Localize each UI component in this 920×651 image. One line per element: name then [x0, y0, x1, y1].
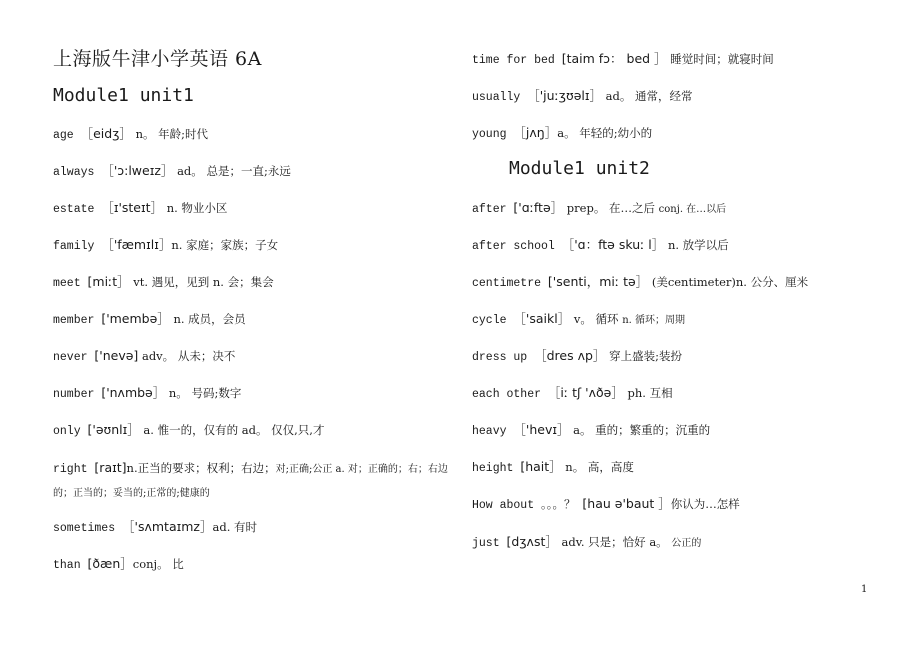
entry-phonetic: ['nʌmbə］ — [101, 385, 166, 400]
entry-word: family — [53, 240, 102, 253]
entry-word: young — [472, 128, 514, 141]
entry-phonetic: ［'sʌmtaɪmz］ — [122, 519, 213, 534]
entry-meaning: adv。 从未；决不 — [138, 349, 236, 363]
entry-meaning: v。 循环 — [570, 312, 623, 326]
entry-phonetic: ［'fæmɪlɪ］ — [101, 237, 172, 252]
entry-meaning: ad。 总是；一直;永远 — [173, 164, 291, 178]
entry-phonetic: [hait］ — [520, 459, 562, 474]
entry-phonetic: ［'hevɪ］ — [513, 422, 570, 437]
entry-phonetic: ［'juːʒʊəlɪ］ — [527, 88, 603, 103]
vocab-entry — [472, 309, 685, 331]
vocab-entry — [472, 49, 774, 71]
entry-word: after school — [472, 240, 562, 253]
vocab-entry — [472, 235, 729, 257]
vocab-entry — [53, 517, 257, 539]
entry-word: cycle — [472, 314, 514, 327]
vocab-entry — [472, 532, 701, 554]
vocab-entry — [472, 457, 634, 479]
module-heading-unit1: Module1 unit1 — [53, 85, 194, 106]
entry-word: just — [472, 537, 507, 550]
vocab-entry — [472, 86, 693, 108]
page-number: 1 — [861, 584, 868, 595]
vocab-entry — [472, 494, 740, 516]
entry-phonetic: ['əʊnlɪ］ — [87, 422, 140, 437]
entry-phonetic: ［jʌŋ］ — [513, 125, 558, 140]
vocab-entry — [53, 420, 324, 442]
entry-phonetic: [miːt］ — [87, 274, 130, 289]
entry-meaning: a. 惟一的，仅有的 ad。 仅仅,只,才 — [139, 423, 325, 437]
module-heading-unit2: Module1 unit2 — [509, 158, 650, 179]
entry-word: height — [472, 462, 521, 475]
entry-meaning: 穿上盛装;装扮 — [605, 349, 682, 363]
entry-meaning: n. 物业小区 — [163, 201, 228, 215]
entry-phonetic: ['ɑːftə］ — [513, 200, 564, 215]
entry-word: each other — [472, 388, 548, 401]
entry-meaning: ad. 有时 — [212, 520, 258, 534]
entry-phonetic: [ðæn］ — [87, 556, 133, 571]
vocab-entry — [472, 198, 726, 220]
entry-word: right — [53, 463, 95, 476]
vocab-entry — [472, 123, 652, 145]
entry-meaning: n. 家庭；家族；子女 — [171, 238, 279, 252]
vocab-entry — [472, 420, 710, 442]
entry-phonetic: ［'ɑ：ftə skuː l］ — [561, 237, 665, 252]
entry-meaning-detail: 对;正确;公正 a. 对；正确的；右；右边的；正当的；妥当的;正常的;健康的 — [53, 464, 448, 499]
vocab-entry — [53, 161, 291, 183]
vocab-entry — [53, 309, 246, 331]
entry-meaning-detail: conj. 在…以后 — [658, 204, 727, 215]
entry-meaning: 你认为…怎样 — [670, 497, 740, 511]
entry-meaning: n。 年龄;时代 — [131, 127, 209, 141]
entry-meaning: a。 重的；繁重的；沉重的 — [569, 423, 711, 437]
entry-meaning: vt. 遇见，见到 n. 会；集会 — [129, 275, 274, 289]
vocab-entry — [53, 554, 184, 576]
entry-phonetic: ['membə］ — [101, 311, 170, 326]
entry-meaning: n.正当的要求；权利；右边； — [126, 461, 276, 475]
vocab-entry — [53, 346, 235, 368]
entry-meaning: n。 高，高度 — [561, 460, 634, 474]
entry-word: dress up — [472, 351, 535, 364]
entry-word: than — [53, 559, 88, 572]
entry-word: time for bed — [472, 54, 562, 67]
vocab-entry — [53, 124, 208, 146]
entry-phonetic: ［ɪ'steɪt］ — [101, 200, 164, 215]
entry-phonetic: ［'ɔ:lweɪz］ — [101, 163, 174, 178]
entry-word: meet — [53, 277, 88, 290]
entry-word: age — [53, 129, 81, 142]
entry-meaning: 睡觉时间；就寝时间 — [666, 52, 774, 66]
vocab-entry — [53, 383, 241, 405]
entry-word: number — [53, 388, 102, 401]
entry-phonetic: ［dres ʌp］ — [534, 348, 606, 363]
entry-phonetic: [hau ə'baut ］ — [582, 496, 671, 511]
entry-meaning: (美centimeter)n. 公分、厘米 — [648, 275, 809, 289]
entry-phonetic: ［eidʒ］ — [80, 126, 132, 141]
vocab-entry — [53, 272, 274, 294]
entry-phonetic: [raɪt] — [94, 460, 127, 475]
entry-word: usually — [472, 91, 528, 104]
vocab-entry — [472, 346, 682, 368]
entry-word: after — [472, 203, 514, 216]
entry-meaning: n. 放学以后 — [664, 238, 729, 252]
vocab-entry — [472, 272, 808, 294]
document-title: 上海版牛津小学英语 6A — [53, 48, 262, 70]
entry-phonetic: ['senti，miː tə］ — [547, 274, 649, 289]
entry-meaning: adv. 只是；恰好 a。 — [557, 535, 672, 549]
entry-word: estate — [53, 203, 102, 216]
entry-word: sometimes — [53, 522, 123, 535]
entry-meaning: ph. 互相 — [623, 386, 673, 400]
entry-meaning: conj。 比 — [132, 557, 184, 571]
entry-word: always — [53, 166, 102, 179]
vocab-entry — [472, 383, 673, 405]
entry-phonetic: [dʒʌst］ — [506, 534, 558, 549]
entry-word: centimetre — [472, 277, 548, 290]
vocab-entry — [53, 198, 227, 220]
entry-meaning: n。 号码;数字 — [165, 386, 242, 400]
entry-word: only — [53, 425, 88, 438]
entry-phonetic: ['nevə] — [94, 348, 139, 363]
entry-word: heavy — [472, 425, 514, 438]
entry-meaning-detail: n. 循环；周期 — [622, 315, 685, 326]
entry-meaning: ad。 通常，经常 — [602, 89, 693, 103]
vocab-entry — [53, 456, 453, 505]
entry-word: member — [53, 314, 102, 327]
entry-meaning: prep。 在…之后 — [563, 201, 659, 215]
entry-meaning: a。 年轻的;幼小的 — [557, 126, 653, 140]
entry-phonetic: ［iː tʃ 'ʌðə］ — [547, 385, 624, 400]
entry-word: How about 。。。？ — [472, 499, 583, 512]
vocab-entry — [53, 235, 278, 257]
entry-phonetic: [taim fɔ： bed ］ — [561, 51, 667, 66]
entry-phonetic: ［'saikl］ — [513, 311, 571, 326]
entry-meaning: n. 成员，会员 — [169, 312, 246, 326]
entry-word: never — [53, 351, 95, 364]
entry-meaning-detail: 公正的 — [671, 538, 702, 549]
